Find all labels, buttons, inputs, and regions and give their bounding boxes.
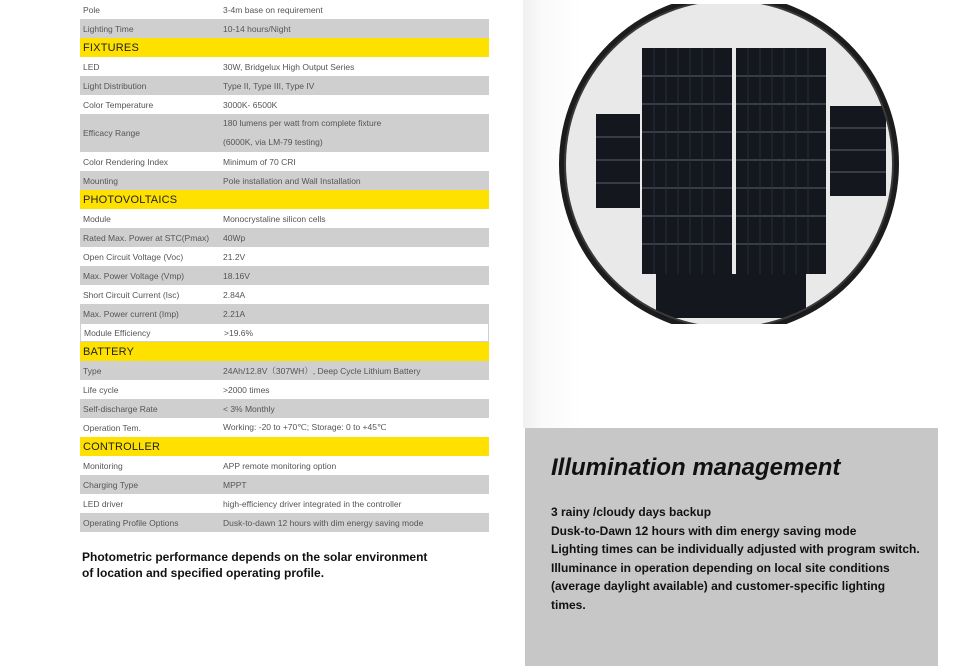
spec-row [80, 456, 489, 475]
spec-value: >19.6% [224, 327, 254, 338]
photometric-note [82, 549, 462, 581]
spec-row [80, 57, 489, 76]
illumination-panel [525, 428, 938, 666]
spec-row [80, 171, 489, 190]
spec-row [80, 513, 489, 532]
spec-label: Max. Power current (Imp) [83, 308, 179, 319]
spec-label: Pole [83, 4, 101, 15]
spec-label: Color Rendering Index [83, 156, 169, 167]
spec-row [80, 76, 489, 95]
spec-row [80, 228, 489, 247]
spec-row [80, 285, 489, 304]
spec-value: 30W, Bridgelux High Output Series [223, 61, 355, 72]
illumination-line: Lighting times can be individually adjusted with program switch. [551, 542, 920, 556]
spec-label: Rated Max. Power at STC(Pmax) [83, 232, 210, 243]
solar-panel-bottom [656, 274, 806, 318]
spec-label: Type [83, 365, 102, 376]
spec-row [80, 0, 489, 19]
illumination-line: 3 rainy /cloudy days backup [551, 505, 712, 519]
spec-value: 2.21A [223, 308, 246, 319]
spec-label: Mounting [83, 175, 118, 186]
spec-value: 3-4m base on requirement [223, 4, 323, 15]
spec-row [80, 266, 489, 285]
solar-panel-main-right [736, 48, 826, 274]
spec-table [80, 0, 489, 532]
spec-value: 18.16V [223, 270, 250, 281]
spec-row [80, 418, 489, 437]
spec-label: Max. Power Voltage (Vmp) [83, 270, 185, 281]
spec-value: MPPT [223, 479, 247, 490]
illumination-lines [551, 503, 921, 614]
spec-label: Open Circuit Voltage (Voc) [83, 251, 184, 262]
spec-value: 24Ah/12.8V（307WH）, Deep Cycle Lithium Battery [223, 365, 421, 376]
spec-row [80, 494, 489, 513]
spec-label: Efficacy Range [83, 128, 141, 138]
spec-label: Charging Type [83, 479, 139, 490]
spec-label: Color Temperature [83, 99, 154, 110]
spec-value: Type II, Type III, Type IV [223, 80, 315, 91]
spec-value: < 3% Monthly [223, 403, 275, 414]
spec-label: Light Distribution [83, 80, 147, 91]
spec-value [223, 114, 489, 152]
spec-row [80, 19, 489, 38]
solar-panel-right-wing [830, 106, 886, 196]
spec-value: Minimum of 70 CRI [223, 156, 296, 167]
illumination-line: Dusk-to-Dawn 12 hours with dim energy saving mode [551, 523, 857, 538]
spec-row [80, 209, 489, 228]
spec-row [80, 95, 489, 114]
section-header: BATTERY [80, 342, 489, 361]
section-header: CONTROLLER [80, 437, 489, 456]
note-line-2: of location and specified operating profile. [82, 566, 325, 580]
spec-value-line: 180 lumens per watt from complete fixture [223, 118, 382, 128]
spec-row [80, 361, 489, 380]
spec-value: 21.2V [223, 251, 246, 262]
spec-value: 2.84A [223, 289, 246, 300]
spec-row [80, 475, 489, 494]
spec-row [80, 399, 489, 418]
spec-value: Monocrystaline silicon cells [223, 213, 326, 224]
spec-row [80, 323, 489, 342]
spec-label: Operation Tem. [83, 422, 141, 433]
spec-label: Operating Profile Options [83, 517, 179, 528]
spec-value: high-efficiency driver integrated in the controller [223, 498, 402, 509]
spec-label: LED [83, 61, 100, 72]
spec-label: Lighting Time [83, 23, 134, 34]
spec-row [80, 114, 489, 152]
spec-label: Self-discharge Rate [83, 403, 158, 414]
spec-value: >2000 times [223, 384, 270, 395]
section-header: PHOTOVOLTAICS [80, 190, 489, 209]
spec-label: LED driver [83, 498, 124, 509]
spec-label: Module [83, 213, 111, 224]
spec-value: 40Wp [223, 232, 246, 243]
spec-value: Dusk-to-dawn 12 hours with dim energy saving mode [223, 517, 424, 528]
spec-value: APP remote monitoring option [223, 460, 337, 471]
solar-panel-left-wing [596, 114, 640, 208]
spec-row [80, 152, 489, 171]
spec-row [80, 380, 489, 399]
spec-row [80, 247, 489, 266]
spec-label: Short Circuit Current (Isc) [83, 289, 180, 300]
spec-value: 3000K- 6500K [223, 99, 278, 110]
spec-value: Pole installation and Wall Installation [223, 175, 361, 186]
spec-label: Monitoring [83, 460, 123, 471]
spec-row [80, 304, 489, 323]
solar-panel-image [556, 4, 906, 324]
note-line-1: Photometric performance depends on the solar environment [82, 550, 428, 564]
section-header: FIXTURES [80, 38, 489, 57]
spec-label: Life cycle [83, 384, 119, 395]
spec-value: Working: -20 to +70℃; Storage: 0 to +45℃ [223, 422, 387, 432]
spec-label: Module Efficiency [84, 327, 151, 338]
illumination-title: Illumination management [551, 454, 841, 481]
spec-value-line: (6000K, via LM-79 testing) [223, 137, 323, 147]
illumination-line: Illuminance in operation depending on local site conditions (average daylight available) and customer-specific lighting times. [551, 560, 890, 612]
solar-panel-main-left [642, 48, 732, 274]
spec-value: 10-14 hours/Night [223, 23, 291, 34]
